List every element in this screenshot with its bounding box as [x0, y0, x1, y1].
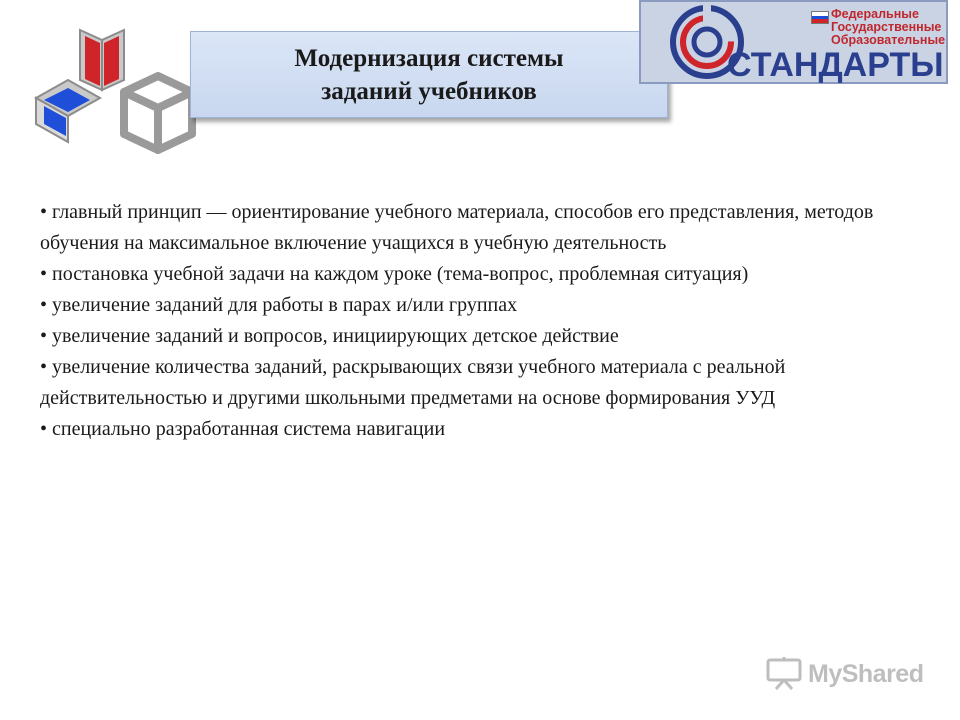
bullet-list — [40, 197, 930, 445]
fgos-logo — [639, 0, 948, 84]
bullet-item: • увеличение заданий для работы в парах и/или группах — [40, 294, 518, 316]
bullet-item: • постановка учебной задачи на каждом уроке (тема-вопрос, проблемная ситуация) — [40, 263, 749, 285]
bullet-item: • увеличение заданий и вопросов, инициирующих детское действие — [40, 325, 619, 347]
russian-flag-icon — [811, 11, 829, 24]
slide-title-box — [190, 31, 668, 118]
fgos-caption — [831, 8, 945, 47]
projector-icon — [766, 657, 802, 691]
slide-title-line-2: заданий учебников — [321, 77, 537, 105]
slide-title-line-1: Модернизация системы — [294, 44, 564, 72]
fgos-caption-line-1: Федеральные — [831, 7, 919, 21]
bullet-item: • специально разработанная система навигации — [40, 418, 446, 440]
fgos-word: СТАНДАРТЫ — [727, 46, 944, 84]
bullet-item: • увеличение количества заданий, раскрывающих связи учебного материала с реальной действительностью и другими школьными предметами на основе формирования УУД — [40, 356, 786, 409]
slide-title — [294, 42, 563, 108]
fgos-caption-line-3: Образовательные — [831, 33, 946, 47]
fgos-caption-line-2: Государственные — [831, 20, 942, 34]
watermark-text: MyShared — [808, 659, 924, 688]
myshared-watermark — [766, 656, 923, 692]
bullet-item: • главный принцип — ориентирование учебного материала, способов его представления, методов обучения на максимальное включение учащихся в учебную деятельность — [40, 201, 874, 254]
cube-book-emblem-icon — [28, 14, 200, 164]
